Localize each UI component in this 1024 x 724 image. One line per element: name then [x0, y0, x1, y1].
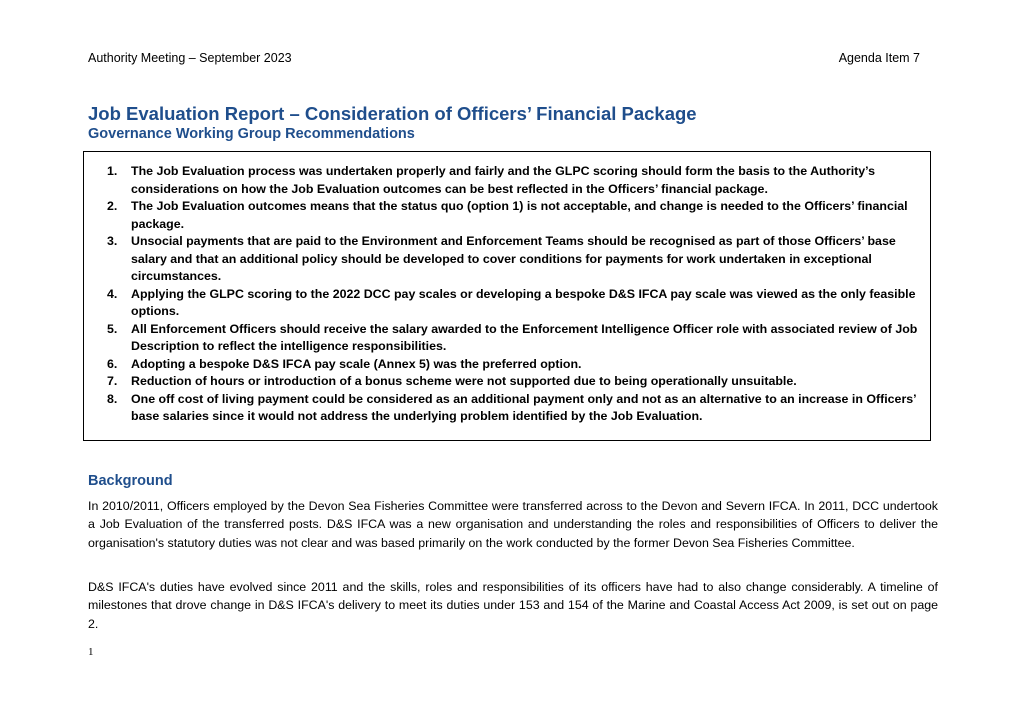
meeting-header: Authority Meeting – September 2023: [88, 51, 292, 65]
background-heading: Background: [88, 473, 173, 489]
recommendation-item: [107, 233, 924, 286]
recommendation-item: [107, 163, 924, 198]
recommendation-text: The Job Evaluation process was undertaken properly and fairly and the GLPC scoring should form the basis to the Authority’s considerations on how the Job Evaluation outcomes can be best reflected in the Officers’ financial package.: [131, 164, 876, 196]
background-paragraph-1: In 2010/2011, Officers employed by the Devon Sea Fisheries Committee were transferred across to the Devon and Severn IFCA. In 2011, DCC undertook a Job Evaluation of the transferred posts. D&S IFCA was a new organisation and understanding the roles and responsibilities of Officers to deliver the organisation's statutory duties was not clear and was based primarily on the work conducted by the former Devon Sea Fisheries Committee.: [88, 499, 938, 550]
recommendation-number: 4.: [107, 286, 118, 301]
recommendation-item: [107, 286, 924, 321]
document-title: Job Evaluation Report – Consideration of Officers’ Financial Package: [88, 103, 697, 124]
recommendation-number: 1.: [107, 164, 118, 178]
recommendation-text: Unsocial payments that are paid to the Environment and Enforcement Teams should be recognised as part of those Officers’ base salary and that an additional policy should be developed to cover conditions for payments for work undertaken in exceptional circumstances.: [131, 234, 896, 283]
recommendation-item: [107, 198, 924, 233]
recommendations-list: [107, 163, 924, 426]
recommendation-number: 6.: [107, 356, 118, 371]
background-paragraph-2: D&S IFCA's duties have evolved since 2011 and the skills, roles and responsibilities of its officers have had to also change considerably. A timeline of milestones that drove change in D&S IFCA's delivery to meet its duties under 153 and 154 of the Marine and Coastal Access Act 2009, is set out on page 2.: [88, 580, 938, 631]
recommendations-box: [83, 151, 931, 441]
recommendation-number: 2.: [107, 199, 118, 213]
recommendation-text: All Enforcement Officers should receive the salary awarded to the Enforcement Intelligence Officer role with associated review of Job Description to reflect the intelligence responsibilities.: [131, 321, 918, 353]
recommendation-item: [107, 321, 924, 356]
recommendation-text: The Job Evaluation outcomes means that the status quo (option 1) is not acceptable, and change is needed to the Officers’ financial package.: [131, 199, 908, 231]
recommendation-number: 8.: [107, 391, 118, 406]
recommendation-number: 5.: [107, 321, 118, 336]
recommendation-item: [107, 373, 924, 391]
recommendation-number: 3.: [107, 234, 118, 248]
recommendation-number: 7.: [107, 374, 118, 388]
document-subtitle: Governance Working Group Recommendations: [88, 126, 415, 142]
recommendation-text: Adopting a bespoke D&S IFCA pay scale (Annex 5) was the preferred option.: [131, 356, 582, 371]
recommendation-text: One off cost of living payment could be considered as an additional payment only and not as an alternative to an increase in Officers’ base salaries since it would not address the underlying problem identified by the Job Evaluation.: [131, 391, 916, 423]
recommendation-item: [107, 391, 924, 426]
recommendation-item: [107, 356, 924, 374]
recommendation-text: Applying the GLPC scoring to the 2022 DCC pay scales or developing a bespoke D&S IFCA pay scale was viewed as the only feasible options.: [131, 286, 916, 318]
page-number: 1: [88, 646, 94, 658]
agenda-item-label: Agenda Item 7: [838, 51, 920, 65]
recommendation-text: Reduction of hours or introduction of a bonus scheme were not supported due to being operationally unsuitable.: [131, 374, 797, 388]
